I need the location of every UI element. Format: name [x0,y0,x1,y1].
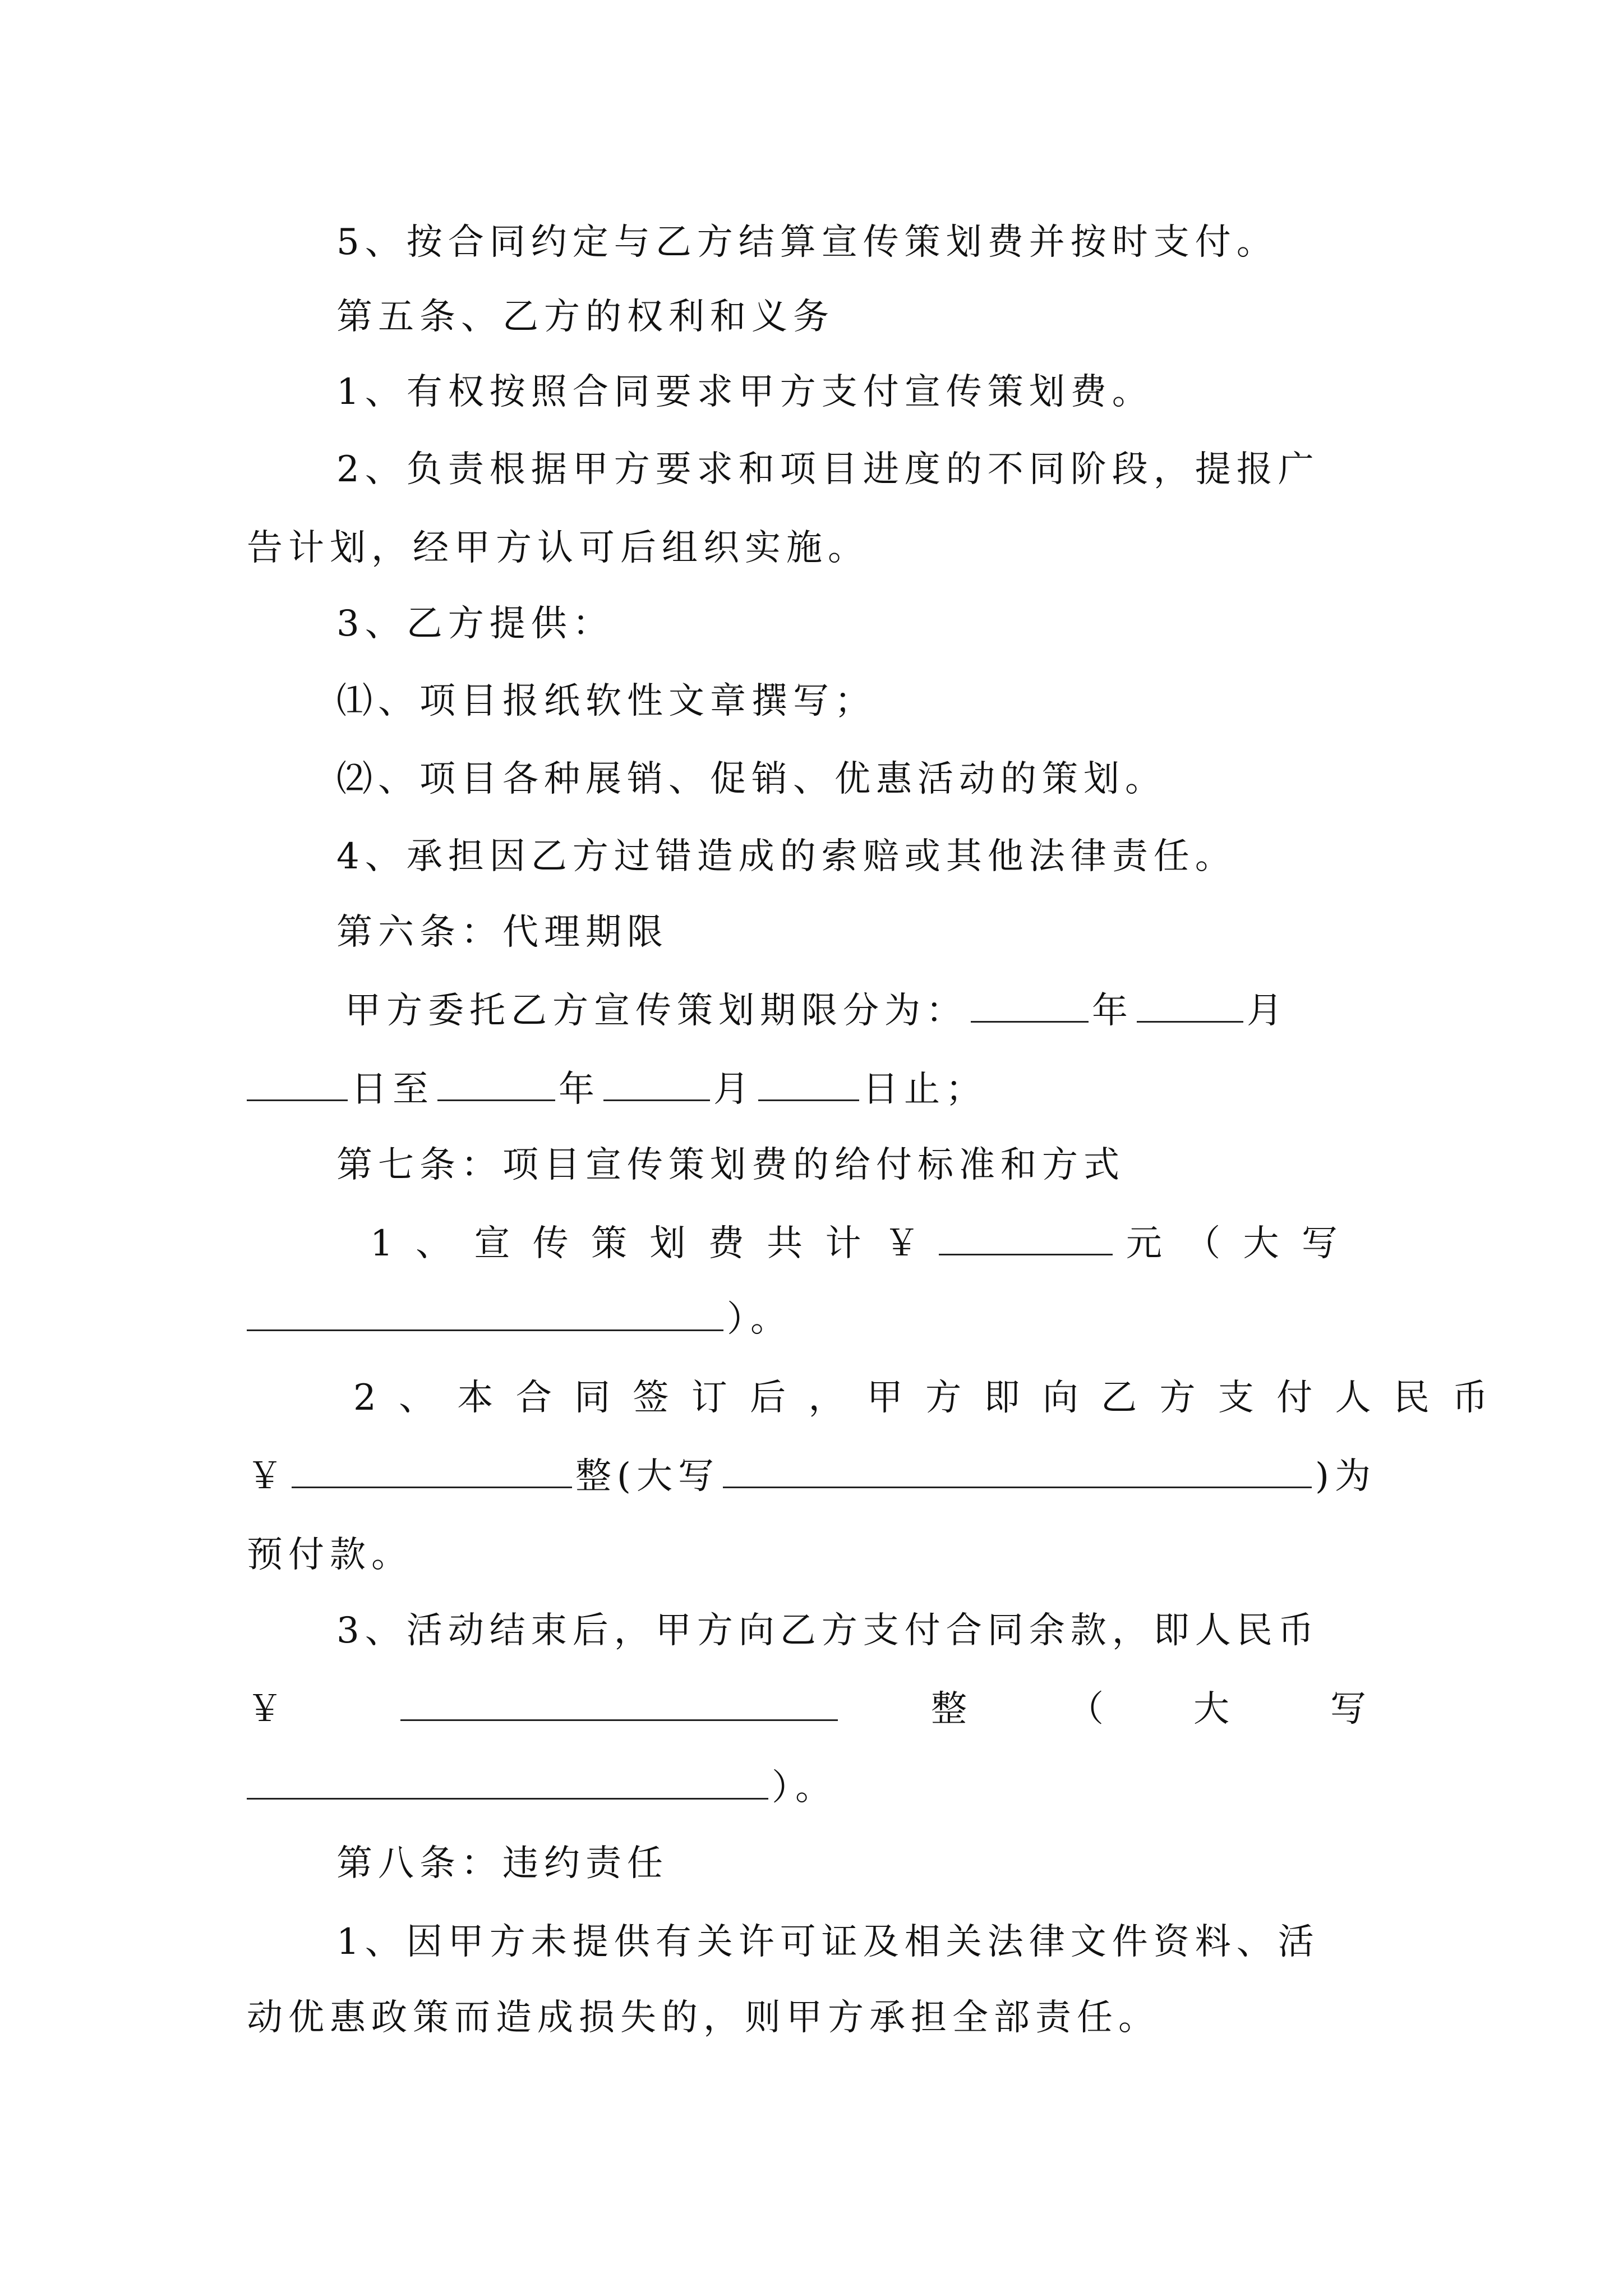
art5-item1: 1、有权按照合同要求甲方支付宣传策划费。 [336,371,1154,413]
art7-item2-line2 [247,1456,1376,1497]
art5-item3-sub2: ⑵、项目各种展销、促销、优惠活动的策划。 [336,758,1166,800]
art7-item3-xie: 写 [1330,1688,1372,1730]
art6-text: 甲方委托乙方宣传策划期限分为： [345,990,967,1032]
end-year-blank[interactable] [437,1071,555,1101]
art7-item3-da: 大 [1193,1688,1235,1730]
art7-item3-line2 [247,1688,1380,1730]
prepay-amount-blank[interactable] [292,1458,572,1488]
day-to-label: 日至 [351,1069,434,1110]
art7-item1-line2 [247,1299,792,1340]
art7-item1-yuan: 元 （ 大 写 [1126,1223,1343,1264]
fee-amount-blank[interactable] [939,1226,1113,1255]
art8-title: 第八条：违约责任 [336,1843,668,1884]
day-end-label: 日止； [863,1069,987,1110]
art7-item2-line3: 预付款。 [247,1534,413,1576]
art7-item3-line1: 3、活动结束后，甲方向乙方支付合同余款，即人民币 [336,1610,1320,1651]
prepay-words-blank[interactable] [723,1458,1312,1488]
art7-item3-zheng: 整 [931,1688,972,1730]
start-month-blank[interactable] [1137,993,1243,1023]
art5-item4: 4、承担因乙方过错造成的索赔或其他法律责任。 [336,836,1237,877]
balance-words-blank[interactable] [247,1770,768,1800]
start-year-blank[interactable] [971,993,1089,1023]
month-label: 月 [1247,990,1288,1032]
year-label: 年 [1092,990,1133,1032]
art6-title: 第六条：代理期限 [336,912,668,953]
art7-item3-end: ）。 [772,1767,837,1809]
art5-item3-sub1: ⑴、项目报纸软性文章撰写； [336,680,876,722]
fee-words-blank[interactable] [247,1301,723,1331]
end-month-blank[interactable] [603,1071,710,1101]
art8-item1-line1: 1、因甲方未提供有关许可证及相关法律文件资料、活 [336,1921,1320,1963]
balance-amount-blank[interactable] [400,1691,838,1721]
art5-item2-line1: 2、负责根据甲方要求和项目进度的不同阶段，提报广 [336,449,1320,490]
art5-item3: 3、乙方提供： [336,603,614,645]
art7-item1-end: ）。 [727,1299,792,1340]
art7-item2-zheng: 整(大写 [575,1456,720,1497]
art5-item2-line2: 告计划，经甲方认可后组织实施。 [247,527,869,569]
art7-item1-prefix: 1 、 宣 传 策 划 费 共 计 ￥ [370,1223,925,1264]
art7-item2-line1: 2 、 本 合 同 签 订 后 ， 甲 方 即 向 乙 方 支 付 人 民 币 [353,1377,1494,1419]
art8-item1-line2: 动优惠政策而造成损失的，则甲方承担全部责任。 [247,1997,1160,2039]
end-month-label: 月 [713,1069,755,1110]
art7-item3-line3 [247,1767,837,1809]
art7-title: 第七条：项目宣传策划费的给付标准和方式 [336,1144,1125,1186]
art6-term-line2 [247,1069,987,1110]
art7-item1-line1 [370,1223,1343,1264]
art7-item3-paren: （ [1068,1688,1109,1730]
art6-term-line1 [345,990,1288,1032]
art4-item5: 5、按合同约定与乙方结算宣传策划费并按时支付。 [336,222,1278,263]
art5-title: 第五条、乙方的权利和义务 [336,296,834,338]
art7-item2-wei: )为 [1315,1456,1376,1497]
yen-sign: ￥ [247,1456,288,1497]
start-day-blank[interactable] [247,1071,348,1101]
end-year-label: 年 [559,1069,600,1110]
end-day-blank[interactable] [758,1071,859,1101]
yen-sign-2: ￥ [247,1688,288,1730]
